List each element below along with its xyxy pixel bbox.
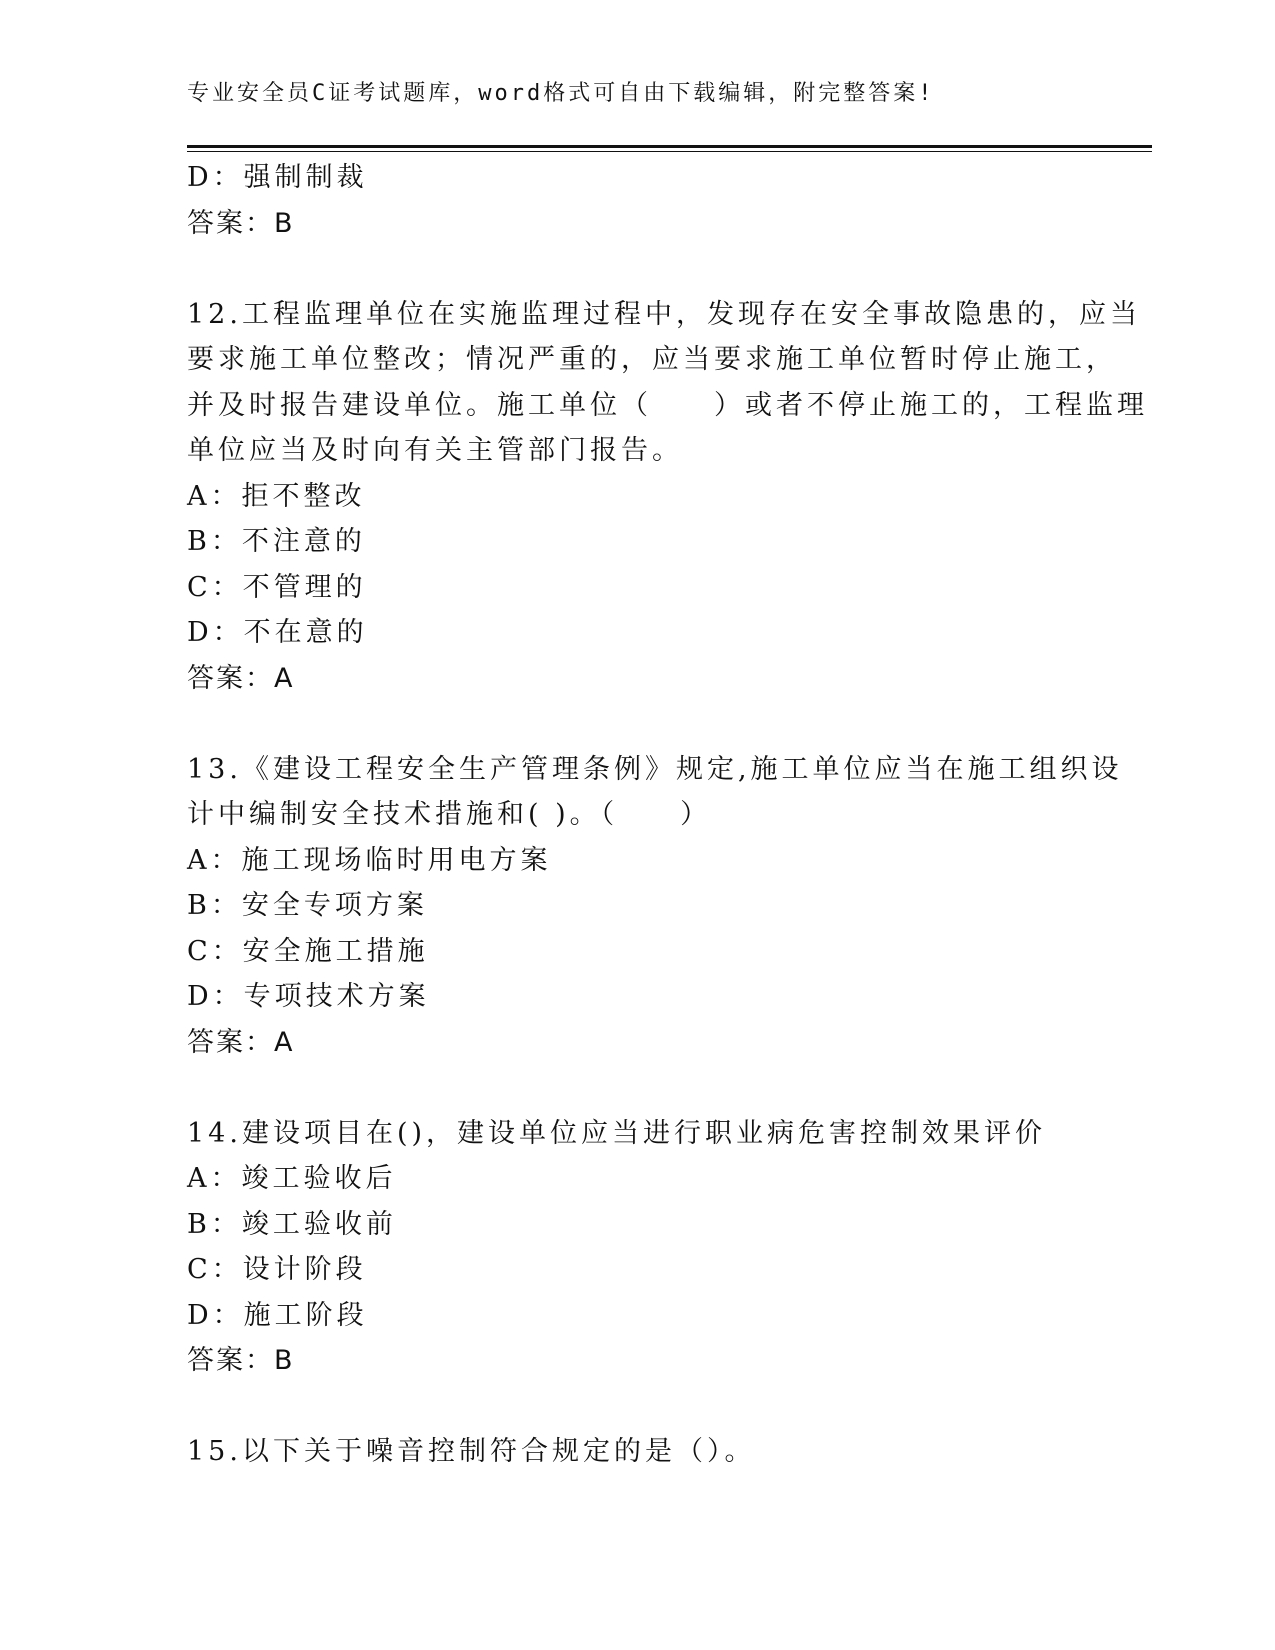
spacer	[187, 1065, 1087, 1111]
option-b: B：竣工验收前	[187, 1208, 397, 1240]
option-b: B：不注意的	[187, 526, 366, 557]
answer: 答案：A	[187, 662, 295, 694]
spacer	[187, 701, 1087, 747]
answer: 答案：B	[187, 1345, 295, 1376]
question-13	[187, 747, 1123, 1066]
spacer	[187, 246, 1087, 292]
option-b: B：安全专项方案	[187, 890, 428, 921]
answer: 答案：B	[187, 207, 295, 239]
option-a: A：施工现场临时用电方案	[187, 844, 552, 876]
option-c: C：设计阶段	[187, 1254, 367, 1285]
page-content	[187, 155, 1148, 1475]
question-text: 12.工程监理单位在实施监理过程中，发现存在安全事故隐患的，应当	[187, 298, 1141, 330]
question-text: 并及时报告建设单位。施工单位（ ）或者不停止施工的，工程监理	[187, 389, 1148, 421]
option-c: C：安全施工措施	[187, 935, 429, 967]
question-text: 要求施工单位整改；情况严重的，应当要求施工单位暂时停止施工，	[187, 344, 1117, 375]
spacer	[187, 1384, 1087, 1430]
page-header: 专业安全员C证考试题库，word格式可自由下载编辑，附完整答案!	[187, 81, 935, 106]
option-d: D：施工阶段	[187, 1299, 368, 1331]
question-12	[187, 292, 1148, 702]
question-15	[187, 1429, 1087, 1475]
header-rule-thick	[187, 145, 1152, 148]
question-text: 15.以下关于噪音控制符合规定的是（）。	[187, 1436, 756, 1467]
question-text: 单位应当及时向有关主管部门报告。	[187, 435, 683, 466]
question-text: 14.建设项目在()，建设单位应当进行职业病危害控制效果评价	[187, 1117, 1047, 1149]
option-d: D：不在意的	[187, 617, 368, 648]
question-text: 13.《建设工程安全生产管理条例》规定,施工单位应当在施工组织设	[187, 753, 1123, 785]
option-a: A：拒不整改	[187, 480, 366, 512]
option-a: A：竣工验收后	[187, 1163, 397, 1194]
question-14	[187, 1111, 1087, 1384]
option-d: D：专项技术方案	[187, 981, 430, 1012]
option-d: D：强制制裁	[187, 162, 368, 193]
header-rule-thin	[187, 151, 1152, 152]
answer: 答案：A	[187, 1026, 295, 1058]
question-text: 计中编制安全技术措施和( )。（ ）	[187, 799, 712, 830]
option-c: C：不管理的	[187, 571, 367, 603]
